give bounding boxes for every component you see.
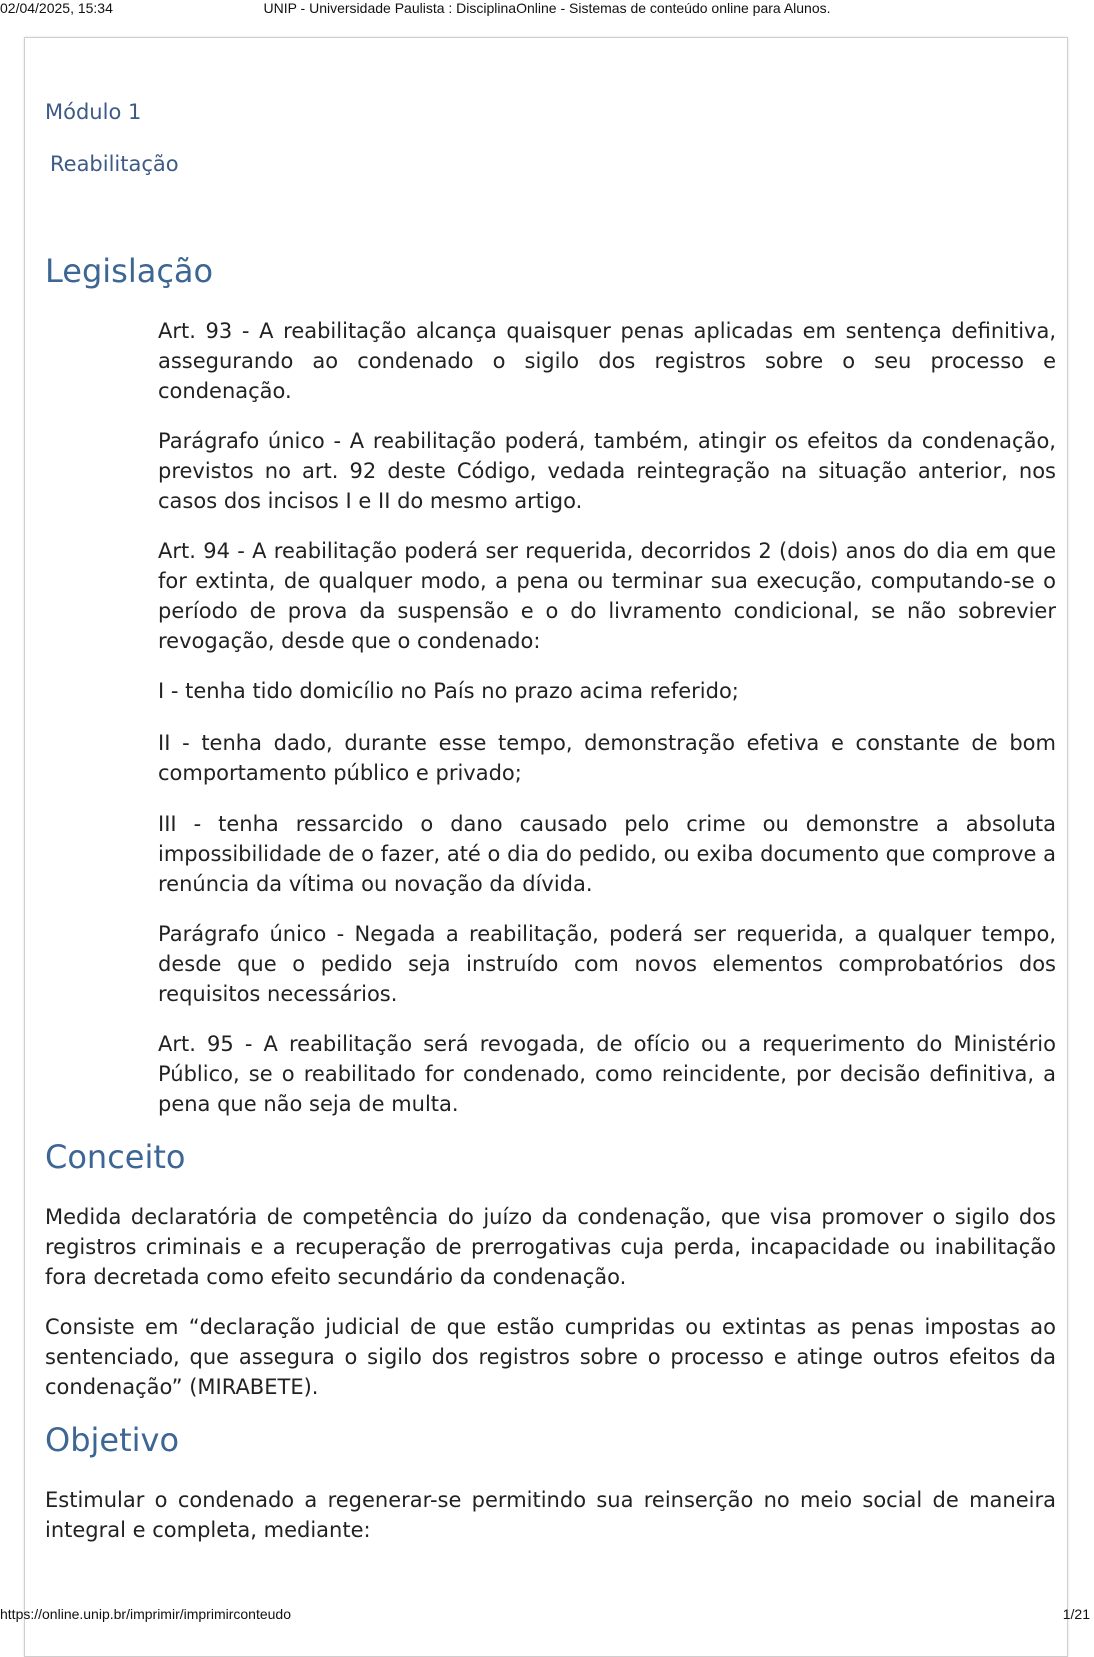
conceito-paragraph: Medida declaratória de competência do juízo da condenação, que visa promover o sigilo dos registros criminais e a recuperação de prerrogativas cuja perda, incapacidade ou inabilitação fora decretada como efeito secundário da condenação. (45, 1205, 1056, 1289)
print-page-title: UNIP - Universidade Paulista : DisciplinaOnline - Sistemas de conteúdo online para Alunos. (263, 0, 831, 16)
page-number: 1/21 (1062, 1606, 1090, 1622)
legislacao-paragraph: III - tenha ressarcido o dano causado pelo crime ou demonstre a absoluta impossibilidade de o fazer, até o dia do pedido, ou exiba documento que comprove a renúncia da vítima ou novação da dívida. (158, 812, 1056, 896)
section-heading-legislacao: Legislação (45, 252, 214, 290)
section-heading-objetivo: Objetivo (45, 1421, 180, 1459)
conceito-paragraph: Consiste em “declaração judicial de que estão cumpridas ou extintas as penas impostas ao sentenciado, que assegura o sigilo dos registros sobre o processo e atinge outros efeitos da condenação” (MIRABETE). (45, 1315, 1056, 1399)
print-datetime: 02/04/2025, 15:34 (0, 0, 113, 16)
legislacao-paragraph: I - tenha tido domicílio no País no prazo acima referido; (158, 679, 739, 703)
legislacao-paragraph: Parágrafo único - Negada a reabilitação, poderá ser requerida, a qualquer tempo, desde que o pedido seja instruído com novos elementos comprobatórios dos requisitos necessários. (158, 922, 1056, 1006)
legislacao-paragraph: Art. 95 - A reabilitação será revogada, de ofício ou a requerimento do Ministério Público, se o reabilitado for condenado, como reincidente, por decisão definitiva, a pena que não seja de multa. (158, 1032, 1056, 1116)
legislacao-paragraph: Parágrafo único - A reabilitação poderá, também, atingir os efeitos da condenação, previstos no art. 92 deste Código, vedada reintegração na situação anterior, nos casos dos incisos I e II do mesmo artigo. (158, 429, 1056, 513)
legislacao-paragraph: Art. 94 - A reabilitação poderá ser requerida, decorridos 2 (dois) anos do dia em que for extinta, de qualquer modo, a pena ou terminar sua execução, computando-se o período de prova da suspensão e o do livramento condicional, se não sobrevier revogação, desde que o condenado: (158, 539, 1056, 653)
lesson-title: Reabilitação (50, 152, 179, 176)
print-footer (0, 1606, 1094, 1624)
print-header (0, 0, 1094, 18)
objetivo-paragraph: Estimular o condenado a regenerar-se permitindo sua reinserção no meio social de maneira integral e completa, mediante: (45, 1488, 1056, 1542)
print-url: https://online.unip.br/imprimir/imprimirconteudo (0, 1606, 291, 1622)
section-heading-conceito: Conceito (45, 1138, 186, 1176)
module-label: Módulo 1 (45, 100, 142, 124)
legislacao-paragraph: Art. 93 - A reabilitação alcança quaisquer penas aplicadas em sentença definitiva, assegurando ao condenado o sigilo dos registros sobre o seu processo e condenação. (158, 319, 1056, 403)
legislacao-paragraph: II - tenha dado, durante esse tempo, demonstração efetiva e constante de bom comportamento público e privado; (158, 731, 1056, 785)
